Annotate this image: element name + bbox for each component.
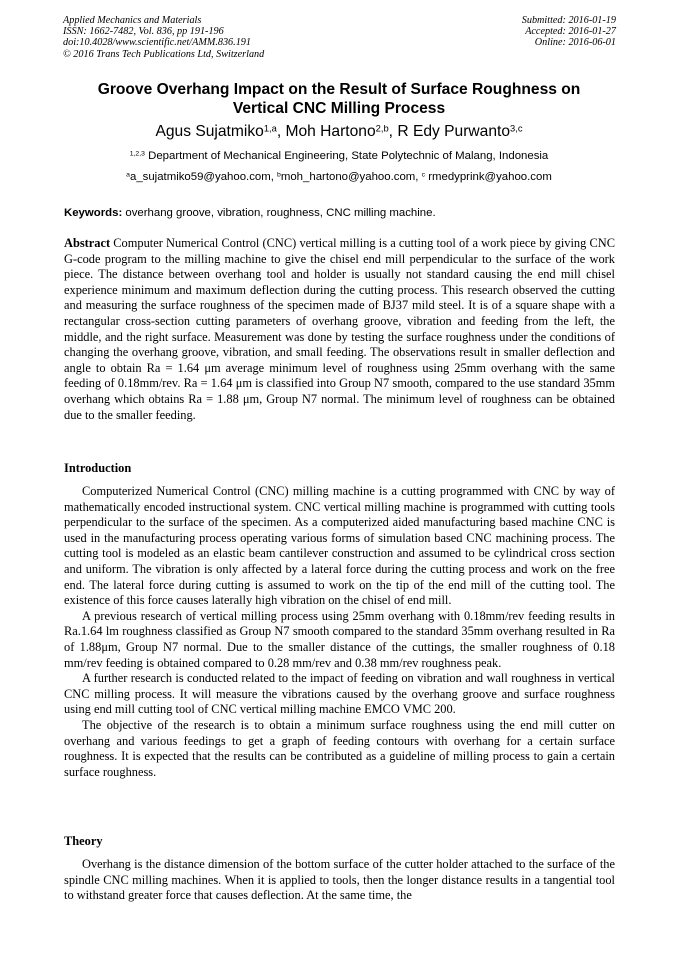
author-affil-sup: 1,a [263, 123, 277, 134]
keywords-text: overhang groove, vibration, roughness, CNC milling machine. [122, 207, 436, 219]
author-name: R Edy Purwanto [397, 123, 511, 140]
keywords [64, 206, 436, 220]
email-sup: a [126, 171, 130, 179]
section-heading-introduction: Introduction [64, 461, 132, 475]
date-online: Online: 2016-06-01 [534, 37, 616, 49]
email-link[interactable]: rmedyprink@yahoo.com [425, 171, 552, 183]
paragraph: A further research is conducted related to the impact of feeding on vibration and wall roughness in vertical CNC milling process. It will measure the vibrations caused by the overhang groove and surface roughness using end mill cutting tool of CNC vertical milling machine EMCO VMC 200. [64, 671, 615, 717]
email-sup: b [277, 171, 281, 179]
author-name: Moh Hartono [285, 123, 376, 140]
email-sup: c [421, 171, 426, 179]
date-accepted: Accepted: 2016-01-27 [525, 26, 616, 38]
affiliation-sup: 1,2,3 [129, 150, 145, 158]
author-list [60, 122, 618, 142]
paper-title [60, 80, 618, 118]
theory-body [64, 857, 615, 904]
paragraph: The objective of the research is to obtain a minimum surface roughness using the end mill cutter on overhang and various feedings to get a graph of feeding contours with overhang for a certain surface roughness. It is expected that the results can be contributed as a guideline of milling process to gain a certain surface roughness. [64, 717, 615, 779]
email-link[interactable]: a_sujatmiko59@yahoo.com, [129, 171, 278, 183]
affiliation-text: Department of Mechanical Engineering, State Polytechnic of Malang, Indonesia [144, 150, 549, 162]
journal-info [63, 15, 264, 60]
author-affil-sup: 3,c [510, 123, 523, 134]
section-heading-theory: Theory [64, 834, 103, 848]
journal-name: Applied Mechanics and Materials [63, 15, 202, 26]
author-name: Agus Sujatmiko [155, 123, 264, 140]
author-sep: , [388, 123, 398, 140]
paragraph: Computerized Numerical Control (CNC) milling machine is a cutting programmed with CNC by way of mathematically encoded instructional system. CNC vertical milling machine is programmed with cutting tools perpendicular to the surface of the specimen. As a computerized aided manufacturing based machine CNC is used in the manufacturing process operating various forms of simulation based CNC machining process. The cutting tool is modeled as an elastic beam cantilever construction and assumed to be cylindrical cross section and uniform. The vibration is only affected by a lateral force during the cutting process and work on the free end. The lateral force during cutting is assumed to work on the tip of the end mill of the cutting tool. The existence of this force causes laterally high vibration on the chisel of end mill. [64, 484, 615, 608]
author-emails [60, 170, 618, 185]
abstract-label: Abstract [64, 236, 111, 250]
author-affil-sup: 2,b [375, 123, 389, 134]
journal-copyright: © 2016 Trans Tech Publications Ltd, Switzerland [63, 48, 265, 60]
title-line-2: Vertical CNC Milling Process [232, 100, 446, 117]
abstract [64, 236, 615, 423]
publication-dates [522, 15, 616, 49]
journal-issn: ISSN: 1662-7482, Vol. 836, pp 191-196 [63, 26, 224, 38]
paragraph: A previous research of vertical milling process using 25mm overhang with 0.18mm/rev feeding results in Ra.1.64 lm roughness classified as Group N7 smooth compared to the standard 35mm overhang resulted in Ra of 1.88μm, Group N7 normal. Due to the smaller distance of the cuttings, the smaller roughness of 0.18 mm/rev feeding is obtained compared to 0.28 mm/rev and 0.38 mm/rev roughness peak. [64, 608, 615, 670]
abstract-text: Computer Numerical Control (CNC) vertical milling is a cutting tool of a work piece by giving CNC G-code program to the milling machine to give the chisel end mill perpendicular to the surface of the work piece. The distance between overhang tool and holder is usually not standard causing the end mill chisel experience minimum and maximum deflection during the cutting process. This research observed the cutting and measuring the surface roughness of the specimen made of BJ37 mild steel. It is of a square shape with a rectangular cross-section cutting parameters of overhang groove, vibration and feeding from the left, the middle, and the right surface. Measurement was done by testing the surface roughness under the conditions of changing the overhang groove, vibration, and small feeding. The observations result in smaller deflection and angle to obtain Ra = 1.64 μm average minimum level of roughness using 25mm overhang with the same feeding of 0.18mm/rev. Ra = 1.64 μm is classified into Group N7 smooth, compared to the use standard 35mm overhang which obtains Ra = 1.88 μm, Group N7 normal. The minimum level of roughness can be obtained due to the smaller feeding. [64, 236, 615, 422]
journal-doi: doi:10.4028/www.scientific.net/AMM.836.191 [63, 37, 251, 49]
keywords-label: Keywords: [64, 207, 123, 219]
email-link[interactable]: moh_hartono@yahoo.com, [280, 171, 422, 183]
introduction-body [64, 484, 615, 780]
date-submitted: Submitted: 2016-01-19 [521, 15, 616, 26]
affiliation [60, 149, 618, 164]
title-line-1: Groove Overhang Impact on the Result of Surface Roughness on [97, 81, 581, 98]
author-sep: , [276, 123, 286, 140]
paragraph: Overhang is the distance dimension of the bottom surface of the cutter holder attached to the surface of the spindle CNC milling machines. When it is applied to tools, then the longer distance results in a tangential tool to withstand greater force that causes deflection. At the same time, the [64, 857, 615, 903]
